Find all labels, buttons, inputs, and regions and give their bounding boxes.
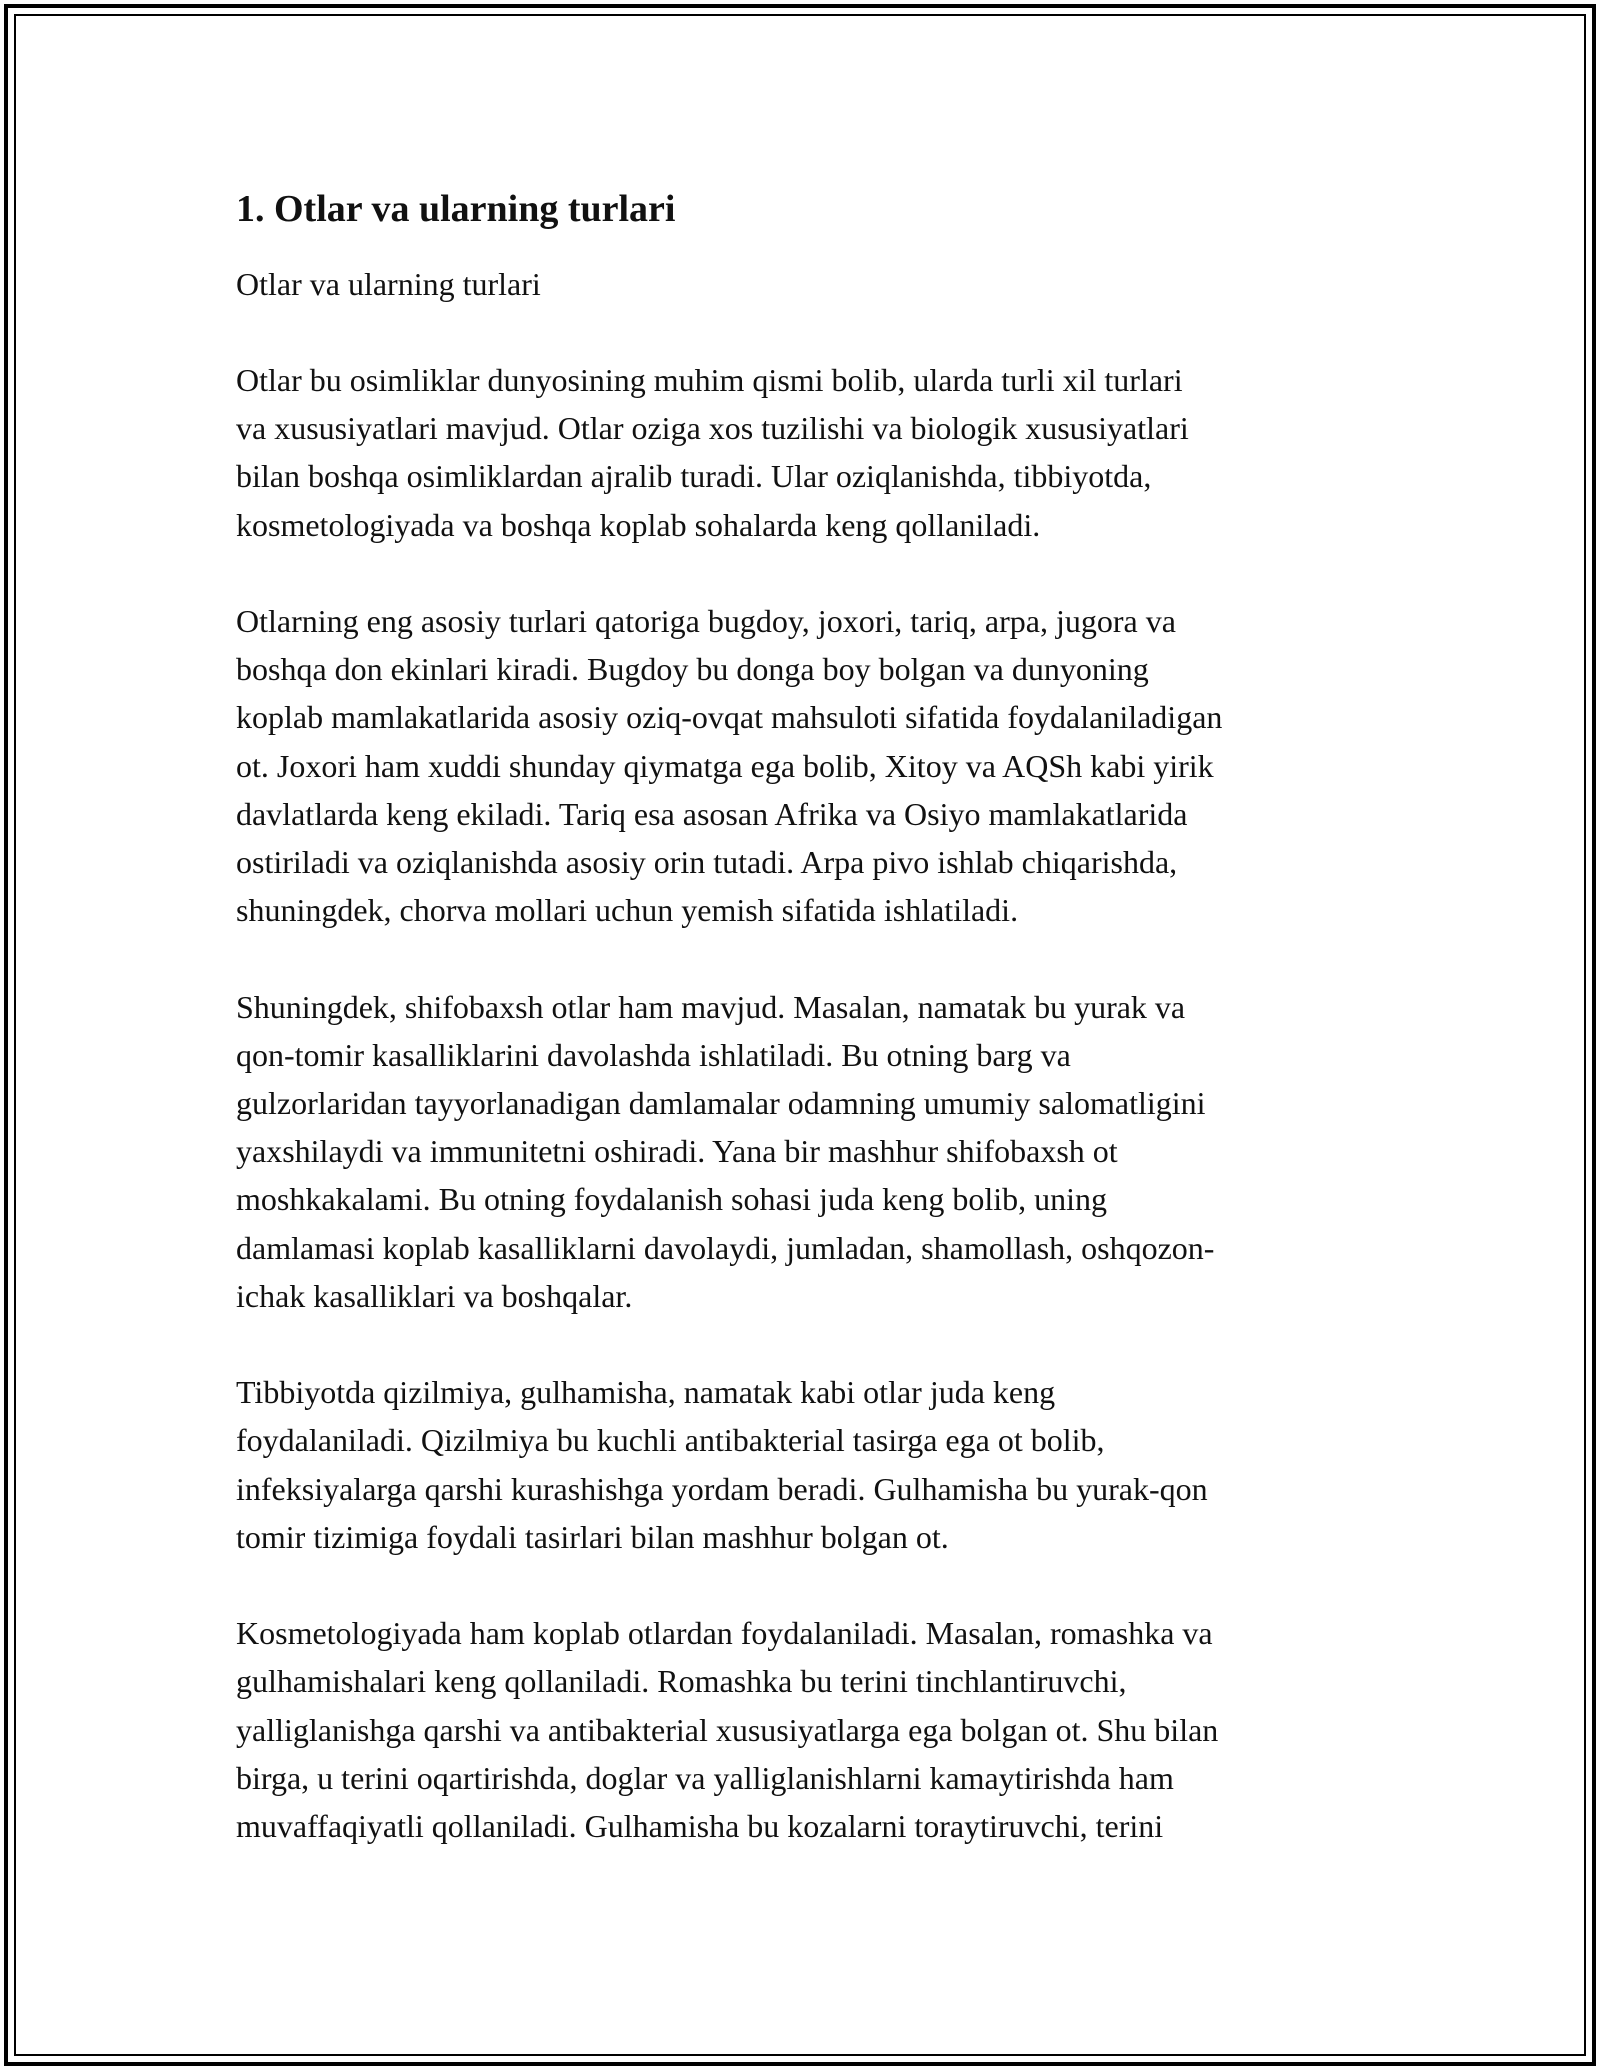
paragraph-line: yaxshilaydi va immunitetni oshiradi. Yana bir mashhur shifobaxsh ot — [236, 1133, 1118, 1170]
paragraph-line: foydalaniladi. Qizilmiya bu kuchli antibakterial tasirga ega ot bolib, — [236, 1422, 1105, 1459]
paragraph-line: Otlarning eng asosiy turlari qatoriga bugdoy, joxori, tariq, arpa, jugora va — [236, 603, 1176, 639]
paragraph-line: va xususiyatlari mavjud. Otlar oziga xos tuzilishi va biologik xususiyatlari — [236, 410, 1189, 447]
paragraph — [236, 1368, 1376, 1561]
paragraph-line: damlamasi koplab kasalliklarni davolaydi, jumladan, shamollash, oshqozon- — [236, 1229, 1215, 1266]
paragraph — [236, 1609, 1376, 1850]
section-heading: 1. Otlar va ularning turlari — [236, 188, 676, 230]
paragraph — [236, 597, 1376, 934]
paragraph-line: infeksiyalarga qarshi kurashishga yordam beradi. Gulhamisha bu yurak-qon — [236, 1470, 1208, 1507]
paragraph-line: Otlar bu osimliklar dunyosining muhim qismi bolib, ularda turli xil turlari — [236, 362, 1183, 398]
paragraph-line: gulhamishalari keng qollaniladi. Romashka bu terini tinchlantiruvchi, — [236, 1663, 1127, 1700]
paragraph — [236, 983, 1376, 1320]
paragraph-line: boshqa don ekinlari kiradi. Bugdoy bu donga boy bolgan va dunyoning — [236, 651, 1149, 688]
paragraph-line: muvaffaqiyatli qollaniladi. Gulhamisha bu kozalarni toraytiruvchi, terini — [236, 1808, 1164, 1845]
paragraph-line: gulzorlaridan tayyorlanadigan damlamalar odamning umumiy salomatligini — [236, 1085, 1206, 1122]
paragraph-line: shuningdek, chorva mollari uchun yemish sifatida ishlatiladi. — [236, 892, 1019, 929]
paragraph-line: ichak kasalliklari va boshqalar. — [236, 1277, 633, 1314]
document-body — [236, 186, 1376, 1898]
paragraph-line: Shuningdek, shifobaxsh otlar ham mavjud. Masalan, namatak bu yurak va — [236, 988, 1186, 1025]
paragraph — [236, 356, 1376, 549]
paragraph-line: bilan boshqa osimliklardan ajralib turadi. Ular oziqlanishda, tibbiyotda, — [236, 458, 1152, 495]
paragraph-line: ostiriladi va oziqlanishda asosiy orin tutadi. Arpa pivo ishlab chiqarishda, — [236, 844, 1178, 881]
section-subtitle: Otlar va ularning turlari — [236, 266, 541, 302]
paragraph-line: davlatlarda keng ekiladi. Tariq esa asosan Afrika va Osiyo mamlakatlarida — [236, 795, 1188, 832]
paragraph-line: qon-tomir kasalliklarini davolashda ishlatiladi. Bu otning barg va — [236, 1036, 1071, 1073]
paragraph-line: yalliglanishga qarshi va antibakterial xususiyatlarga ega bolgan ot. Shu bilan — [236, 1711, 1219, 1748]
paragraph-line: tomir tizimiga foydali tasirlari bilan mashhur bolgan ot. — [236, 1518, 949, 1555]
paragraph-line: moshkakalami. Bu otning foydalanish sohasi juda keng bolib, uning — [236, 1181, 1108, 1218]
paragraph-line: koplab mamlakatlarida asosiy oziq-ovqat mahsuloti sifatida foydalaniladigan — [236, 699, 1223, 736]
paragraph-line: Tibbiyotda qizilmiya, gulhamisha, namatak kabi otlar juda keng — [236, 1374, 1056, 1411]
paragraph-line: kosmetologiyada va boshqa koplab sohalarda keng qollaniladi. — [236, 506, 1041, 543]
paragraph-line: ot. Joxori ham xuddi shunday qiymatga ega bolib, Xitoy va AQSh kabi yirik — [236, 747, 1214, 784]
paragraph-list — [236, 356, 1376, 1850]
paragraph-line: Kosmetologiyada ham koplab otlardan foydalaniladi. Masalan, romashka va — [236, 1615, 1213, 1652]
paragraph-line: birga, u terini oqartirishda, doglar va yalliglanishlarni kamaytirishda ham — [236, 1759, 1174, 1796]
